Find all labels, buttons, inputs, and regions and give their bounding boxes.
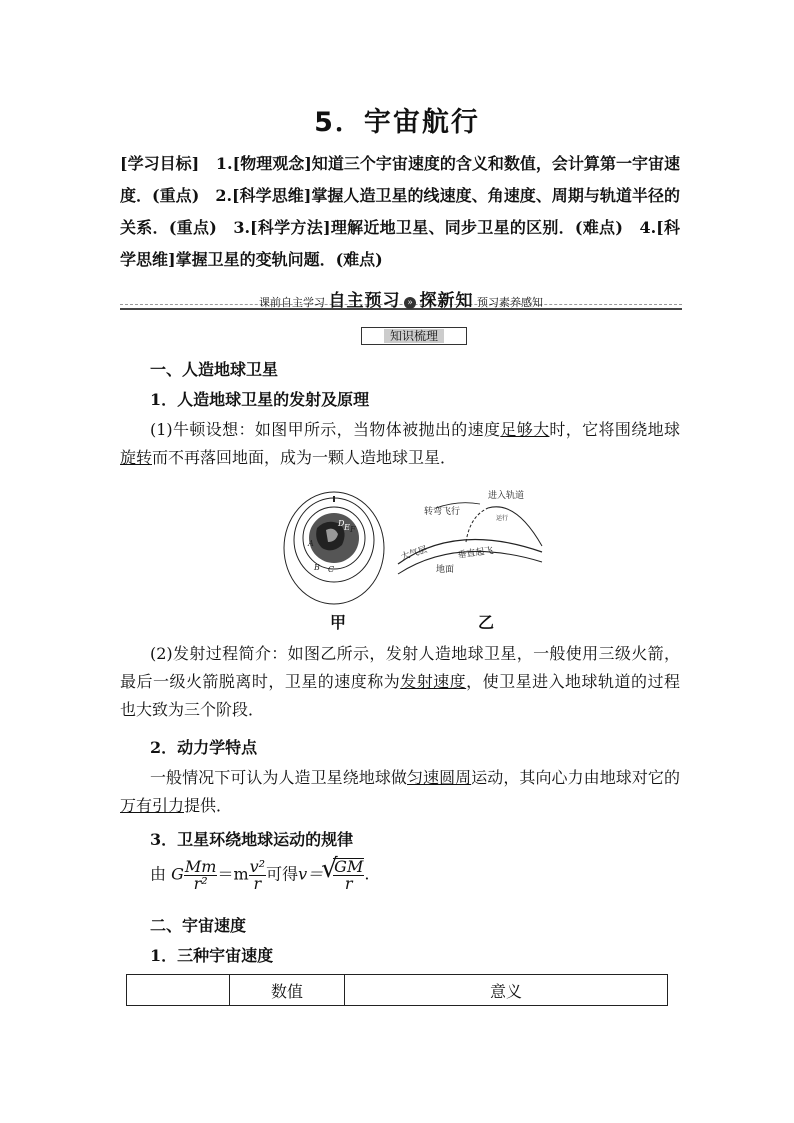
table-header-cell: 意义 bbox=[345, 975, 668, 1006]
banner-right-small: 预习素养感知 bbox=[477, 296, 543, 309]
underline-uniform-circular: 匀速圆周 bbox=[406, 768, 472, 787]
svg-text:D: D bbox=[338, 519, 345, 528]
label-atmosphere: 大气层 bbox=[399, 544, 429, 563]
underline-launch-speed: 发射速度 bbox=[400, 672, 467, 691]
banner-big-1: 自主预习 bbox=[328, 291, 401, 311]
banner-left-small: 课前自主学习 bbox=[259, 296, 325, 309]
heading-cosmic-speed: 二、宇宙速度 bbox=[150, 916, 247, 935]
label-vertical: 垂直起飞 bbox=[457, 546, 495, 561]
heading-three-speeds: 1．三种宇宙速度 bbox=[150, 946, 274, 965]
page-title: 5．宇宙航行 bbox=[314, 107, 480, 138]
paragraph-launch: (2)发射过程简介：如图乙所示，发射人造地球卫星，一般使用三级火箭，最后一级火箭脱离时，卫星的速度称为发射速度，使卫星进入地球轨道的过程也大致为三个阶段． bbox=[120, 644, 680, 719]
underline-rotate: 旋转 bbox=[120, 448, 153, 467]
section-box-label: 知识梳理 bbox=[384, 329, 444, 343]
figure-label-right: 乙 bbox=[478, 613, 495, 632]
figure-launch-process bbox=[396, 486, 546, 576]
objectives-label: [学习目标] bbox=[120, 154, 200, 173]
underline-gravitation: 万有引力 bbox=[120, 796, 185, 815]
label-turn-flight: 转弯飞行 bbox=[424, 507, 461, 517]
figure-newton-cannon bbox=[282, 490, 386, 606]
table-header-row bbox=[127, 975, 668, 1006]
underline-enough: 足够大 bbox=[500, 420, 550, 439]
formula-orbit-speed: 由 G $\frac{Mm}{\text{r²}}$ ＝m $\frac{\text{v²}}{r}$ 可得v＝ √ $\frac{GM}{r}$ . bbox=[150, 858, 369, 892]
objectives-text: 1.[物理观念]知道三个宇宙速度的含义和数值，会计算第一宇宙速度．(重点) 2.[科学思维]掌握人造卫星的线速度、角速度、周期与轨道半径的关系．(重点) 3.[科学方法]理解近地卫星、同步卫星的区别．(难点) 4.[科学思维]掌握卫星的变轨问题．(难点) bbox=[120, 154, 680, 269]
cosmic-speed-table bbox=[126, 974, 668, 1006]
table-header-cell: 数值 bbox=[230, 975, 345, 1006]
svg-text:F: F bbox=[350, 525, 356, 534]
svg-text:B: B bbox=[314, 563, 320, 572]
banner-big-2: 探新知 bbox=[419, 291, 474, 311]
paragraph-newton: (1)牛顿设想：如图甲所示，当物体被抛出的速度足够大时，它将围绕地球旋转而不再落回地面，成为一颗人造地球卫星． bbox=[120, 420, 680, 467]
section-banner bbox=[120, 282, 682, 310]
heading-orbit-law: 3．卫星环绕地球运动的规律 bbox=[150, 830, 354, 849]
label-enter-orbit: 进入轨道 bbox=[488, 491, 525, 501]
learning-objectives bbox=[120, 148, 680, 276]
heading-dynamics: 2．动力学特点 bbox=[150, 738, 258, 757]
label-ground: 地面 bbox=[436, 565, 455, 575]
section-box-knowledge bbox=[361, 327, 467, 345]
label-running: 运行 bbox=[496, 515, 509, 522]
table-header-cell bbox=[127, 975, 230, 1006]
heading-launch: 1．人造地球卫星的发射及原理 bbox=[150, 390, 370, 409]
paragraph-dynamics: 一般情况下可认为人造卫星绕地球做匀速圆周运动，其向心力由地球对它的万有引力提供． bbox=[120, 768, 680, 815]
chevron-right-icon: » bbox=[404, 297, 416, 309]
figure-label-left: 甲 bbox=[330, 613, 347, 632]
svg-text:C: C bbox=[328, 565, 335, 574]
svg-text:E: E bbox=[344, 523, 350, 532]
svg-text:A: A bbox=[308, 539, 314, 548]
heading-satellite: 一、人造地球卫星 bbox=[150, 360, 279, 379]
